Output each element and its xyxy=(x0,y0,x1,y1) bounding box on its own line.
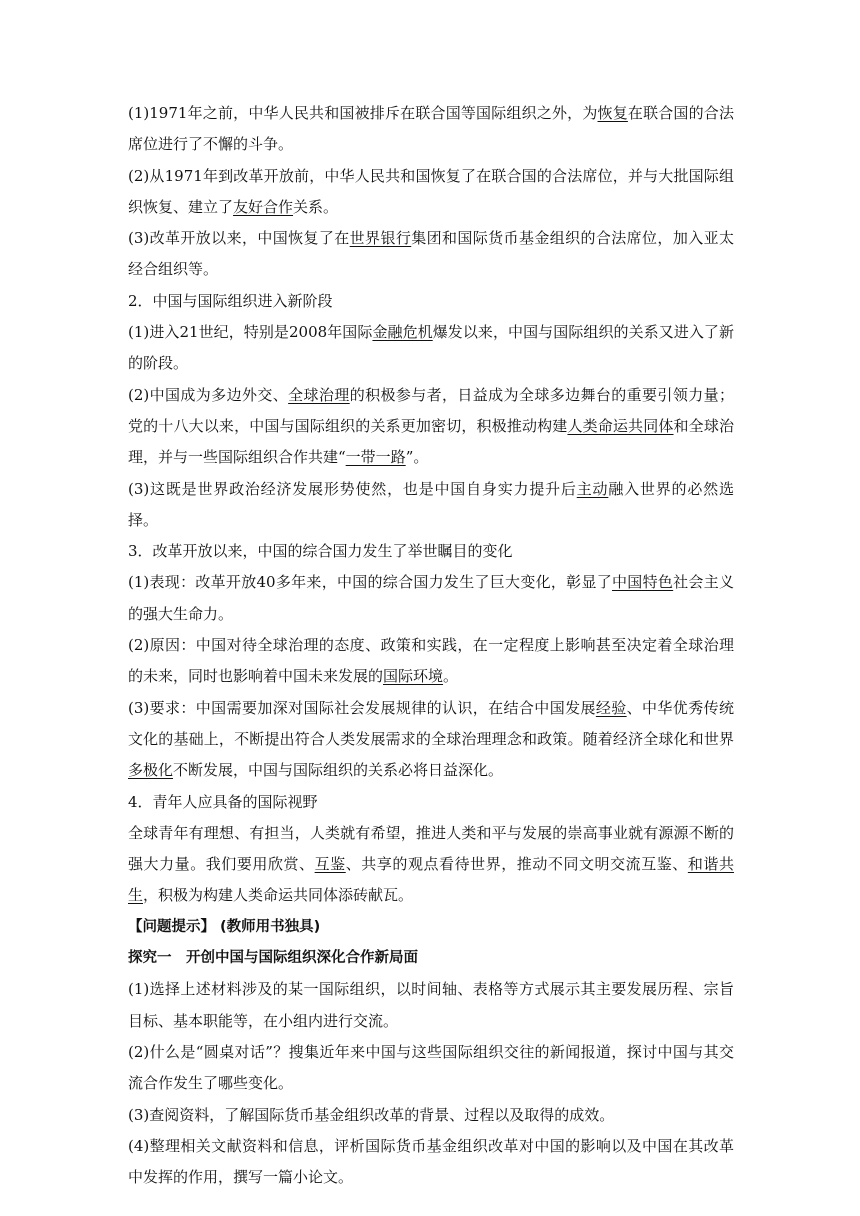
text-run: 和全球治理，并与一些国际组织合作共建“ xyxy=(128,416,734,467)
text-run: (3)查阅资料，了解国际货币基金组织改革的背景、过程以及取得的成效。 xyxy=(128,1105,615,1124)
paragraph xyxy=(128,536,734,567)
paragraph xyxy=(128,380,734,474)
paragraph xyxy=(128,1037,734,1100)
underlined-keyword: 世界银行 xyxy=(349,229,412,248)
underlined-keyword: 多极化 xyxy=(128,761,174,780)
text-run: ，积极为构建人类命运共同体添砖献瓦。 xyxy=(143,886,414,905)
text-run: 、共享的观点看待世界，推动不同文明交流互鉴、 xyxy=(345,855,688,874)
text-run: 。 xyxy=(443,667,459,686)
text-run: 关系。 xyxy=(293,197,339,216)
paragraph xyxy=(128,693,734,787)
text-run: 4．青年人应具备的国际视野 xyxy=(128,792,318,811)
text-run: (1)表现：改革开放40多年来，中国的综合国力发生了巨大变化，彰显了 xyxy=(128,573,613,592)
document-page xyxy=(128,98,734,1193)
text-run: 2．中国与国际组织进入新阶段 xyxy=(128,291,333,310)
paragraph xyxy=(128,567,734,630)
underlined-keyword: 一带一路 xyxy=(345,448,406,467)
text-run: 融入世界的必然选择。 xyxy=(128,479,734,529)
paragraph xyxy=(128,630,734,693)
text-run: (3)改革开放以来，中国恢复了在 xyxy=(128,229,350,248)
underlined-keyword: 经验 xyxy=(595,698,627,717)
text-run: 集团和国际货币基金组织的合法席位，加入亚太经合组织等。 xyxy=(128,229,734,279)
underlined-keyword: 中国特色 xyxy=(612,573,674,592)
paragraph xyxy=(128,1131,734,1194)
text-run: (2)什么是“圆桌对话”？搜集近年来中国与这些国际组织交往的新闻报道，探讨中国与其交流合作发生了哪些变化。 xyxy=(128,1042,734,1093)
paragraph xyxy=(128,286,734,317)
underlined-keyword: 全球治理 xyxy=(288,385,350,404)
underlined-keyword: 国际环境 xyxy=(383,667,444,686)
text-run: 【问题提示】 (教师用书独具) xyxy=(128,918,321,935)
text-run: (1)1971年之前，中华人民共和国被排斥在联合国等国际组织之外，为 xyxy=(128,104,598,122)
text-run: 社会主义的强大生命力。 xyxy=(128,573,734,623)
paragraph xyxy=(128,787,734,818)
text-run: 爆发以来，中国与国际组织的关系又进入了新的阶段。 xyxy=(128,323,734,373)
text-run: 全球青年有理想、有担当，人类就有希望，推进人类和平与发展的崇高事业就有源源不断的强大力量。我们要用欣赏、 xyxy=(128,823,734,874)
paragraph xyxy=(128,818,734,912)
paragraph xyxy=(128,974,734,1037)
paragraph xyxy=(128,98,734,161)
underlined-keyword: 恢复 xyxy=(597,104,628,122)
underlined-keyword: 人类命运共同体 xyxy=(567,416,674,435)
paragraph xyxy=(128,223,734,286)
underlined-keyword: 金融危机 xyxy=(372,323,433,342)
text-run: 探究一 开创中国与国际组织深化合作新局面 xyxy=(128,950,418,967)
text-run: (3)这既是世界政治经济发展形势使然，也是中国自身实力提升后 xyxy=(128,479,577,498)
text-run: (4)整理相关文献资料和信息，评析国际货币基金组织改革对中国的影响以及中国在其改革中发挥的作用，撰写一篇小论文。 xyxy=(128,1136,734,1187)
text-run: ”。 xyxy=(405,448,429,467)
paragraph xyxy=(128,474,734,537)
text-run: 在联合国的合法席位进行了不懈的斗争。 xyxy=(128,104,734,154)
text-run: (3)要求：中国需要加深对国际社会发展规律的认识，在结合中国发展 xyxy=(128,698,596,717)
text-run: 不断发展，中国与国际组织的关系必将日益深化。 xyxy=(173,761,504,780)
text-run: (1)选择上述材料涉及的某一国际组织，以时间轴、表格等方式展示其主要发展历程、宗旨目标、基本职能等，在小组内进行交流。 xyxy=(128,980,734,1030)
section-heading xyxy=(128,912,734,943)
text-run: 3．改革开放以来，中国的综合国力发生了举世瞩目的变化 xyxy=(128,542,513,561)
text-run: 的积极参与者，日益成为全球多边舞台的重要引领力量；党的十八大以来，中国与国际组织的关系更加密切，积极推动构建 xyxy=(128,385,734,435)
underlined-keyword: 和谐共生 xyxy=(128,855,734,905)
text-run: 、中华优秀传统文化的基础上，不断提出符合人类发展需求的全球治理理念和政策。随着经济全球化和世界 xyxy=(128,698,734,748)
text-run: (1)进入21世纪，特别是2008年国际 xyxy=(128,323,373,342)
underlined-keyword: 主动 xyxy=(576,479,609,498)
underlined-keyword: 友好合作 xyxy=(233,197,294,216)
text-run: (2)中国成为多边外交、 xyxy=(128,385,289,404)
paragraph xyxy=(128,1100,734,1131)
section-heading xyxy=(128,943,734,974)
text-run: (2)原因：中国对待全球治理的态度、政策和实践，在一定程度上影响甚至决定着全球治理的未来，同时也影响着中国未来发展的 xyxy=(128,636,734,686)
paragraph xyxy=(128,317,734,380)
text-run: (2)从1971年到改革开放前，中华人民共和国恢复了在联合国的合法席位，并与大批国际组织恢复、建立了 xyxy=(128,166,734,216)
underlined-keyword: 互鉴 xyxy=(314,855,346,874)
paragraph xyxy=(128,161,734,224)
